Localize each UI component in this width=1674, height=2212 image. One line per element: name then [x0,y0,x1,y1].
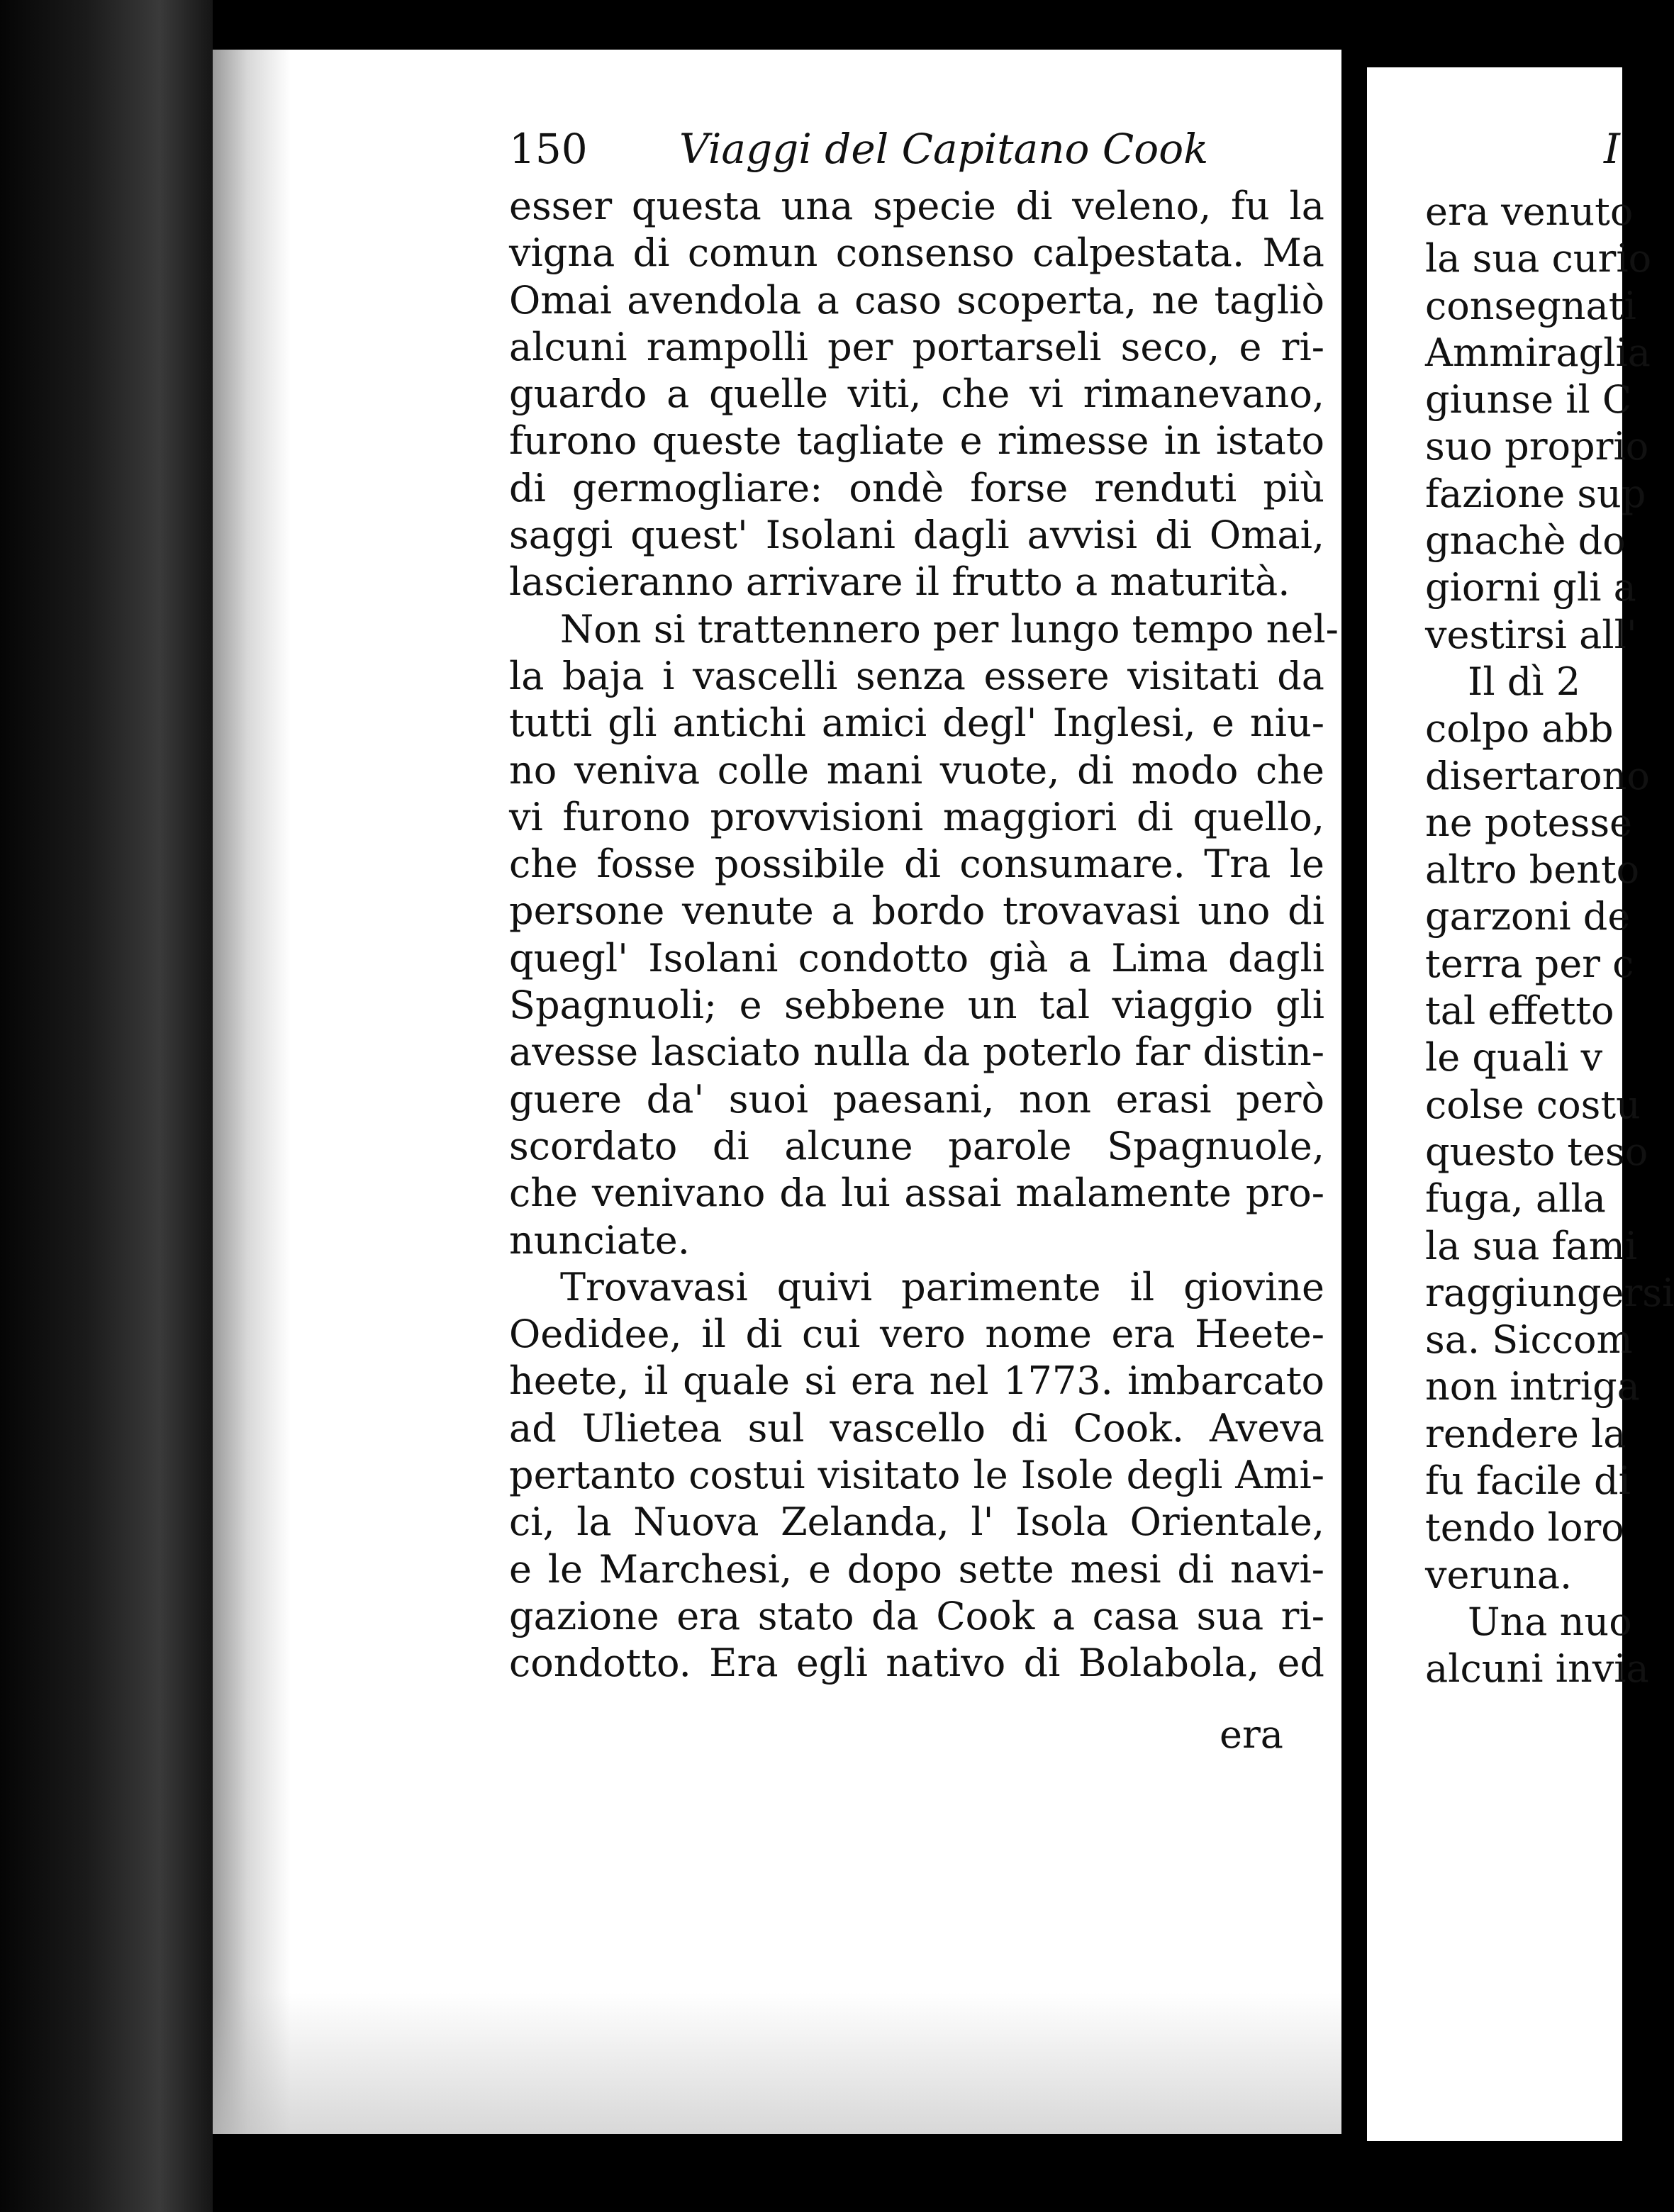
text-line: giorni gli a [1425,565,1636,610]
text-line: raggiungersi [1425,1270,1674,1315]
book-spine-shadow [0,0,213,2212]
page-curl-shadow [213,50,291,2134]
text-line: pertanto costui visitato le Isole degli Ami- [509,1453,1324,1498]
text-line: fazione sup [1425,471,1646,516]
text-line: rendere la [1425,1411,1626,1456]
text-line: vigna di comun consenso calpestata. Ma [509,230,1324,276]
text-line: scordato di alcune parole Spagnuole, [509,1123,1324,1168]
text-line: di germogliare: ondè forse renduti più [509,465,1324,510]
text-line: Oedidee, il di cui vero nome era Heete- [509,1312,1324,1357]
text-line: guardo a quelle viti, che vi rimanevano, [509,372,1324,417]
text-line: colpo abb [1425,706,1614,752]
text-line: vi furono provvisioni maggiori di quello, [509,794,1324,839]
text-line: veruna. [1425,1552,1573,1597]
paragraph-start: Trovavasi quivi parimente il giovine [560,1264,1324,1309]
text-line: gazione era stato da Cook a casa sua ri- [509,1593,1324,1638]
text-line: che fosse possibile di consumare. Tra le [509,842,1324,887]
text-line: disertarono [1425,753,1650,798]
text-line: vestirsi all' [1425,612,1637,657]
text-line: e le Marchesi, e dopo sette mesi di navi- [509,1546,1324,1592]
text-line: Omai avendola a caso scoperta, ne tagliò [509,277,1324,323]
text-line: gnachè do [1425,518,1626,564]
text-line: garzoni de [1425,894,1631,939]
text-line: heete, il quale si era nel 1773. imbarcato [509,1358,1324,1404]
text-line: non intriga [1425,1364,1640,1409]
text-line: condotto. Era egli nativo di Bolabola, ed [509,1641,1324,1686]
gutter [1341,0,1367,2212]
left-page-text [509,183,1339,1687]
catchword: era [1220,1712,1283,1757]
text-line: ci, la Nuova Zelanda, l' Isola Orientale, [509,1499,1324,1545]
text-line: la sua curio [1425,236,1652,281]
paragraph-start: Il dì 2 [1468,659,1581,704]
text-line: tutti gli antichi amici degl' Inglesi, e niu- [509,700,1324,746]
text-line: nunciate. [509,1217,690,1263]
text-line: fuga, alla [1425,1176,1606,1222]
paragraph-start: Non si trattennero per lungo tempo nel- [560,606,1339,652]
text-line: fu facile di [1425,1458,1631,1504]
text-line: questo teso [1425,1129,1648,1174]
text-line: colse costu [1425,1082,1641,1127]
page-number: 150 [509,125,588,173]
text-line: la sua fami [1425,1223,1638,1268]
text-line: altro bento [1425,847,1640,893]
text-line: consegnati [1425,283,1636,328]
text-line: lascieranno arrivare il frutto a maturità. [509,559,1290,605]
text-line: guere da' suoi paesani, non erasi però [509,1076,1324,1122]
text-line: suo proprio [1425,424,1649,469]
text-line: alcuni rampolli per portarseli seco, e ri- [509,324,1324,369]
text-line: Spagnuoli; e sebbene un tal viaggio gli [509,983,1324,1028]
text-line: avesse lasciato nulla da poterlo far distin- [509,1029,1324,1075]
text-line: tal effetto [1425,988,1614,1034]
text-line: Ammiraglia [1425,330,1651,375]
right-page-header-fragment: I [1604,125,1620,173]
right-page-text [1425,189,1674,1693]
text-line: furono queste tagliate e rimesse in istato [509,418,1324,464]
text-line: ne potesse [1425,800,1633,845]
text-line: le quali v [1425,1035,1603,1080]
text-line: saggi quest' Isolani dagli avvisi di Omai, [509,513,1324,558]
text-line: la baja i vascelli senza essere visitati da [509,653,1324,698]
text-line: terra per c [1425,941,1634,986]
running-title: Viaggi del Capitano Cook [679,125,1209,173]
text-line: persone venute a bordo trovavasi uno di [509,888,1324,934]
text-line: era venuto [1425,189,1634,234]
text-line: sa. Siccom [1425,1317,1633,1363]
text-line: no veniva colle mani vuote, di modo che [509,747,1324,793]
text-line: che venivano da lui assai malamente pro- [509,1171,1324,1216]
page-header [509,125,1324,189]
paragraph-start: Una nuo [1468,1599,1632,1644]
text-line: esser questa una specie di veleno, fu la [509,184,1324,228]
text-line: ad Ulietea sul vascello di Cook. Aveva [509,1405,1324,1451]
text-line: tendo loro [1425,1505,1624,1551]
page-bottom-shade [213,1992,1341,2134]
text-line: alcuni invia [1425,1646,1649,1692]
text-line: quegl' Isolani condotto già a Lima dagli [509,935,1324,981]
text-line: giunse il C [1425,377,1632,423]
